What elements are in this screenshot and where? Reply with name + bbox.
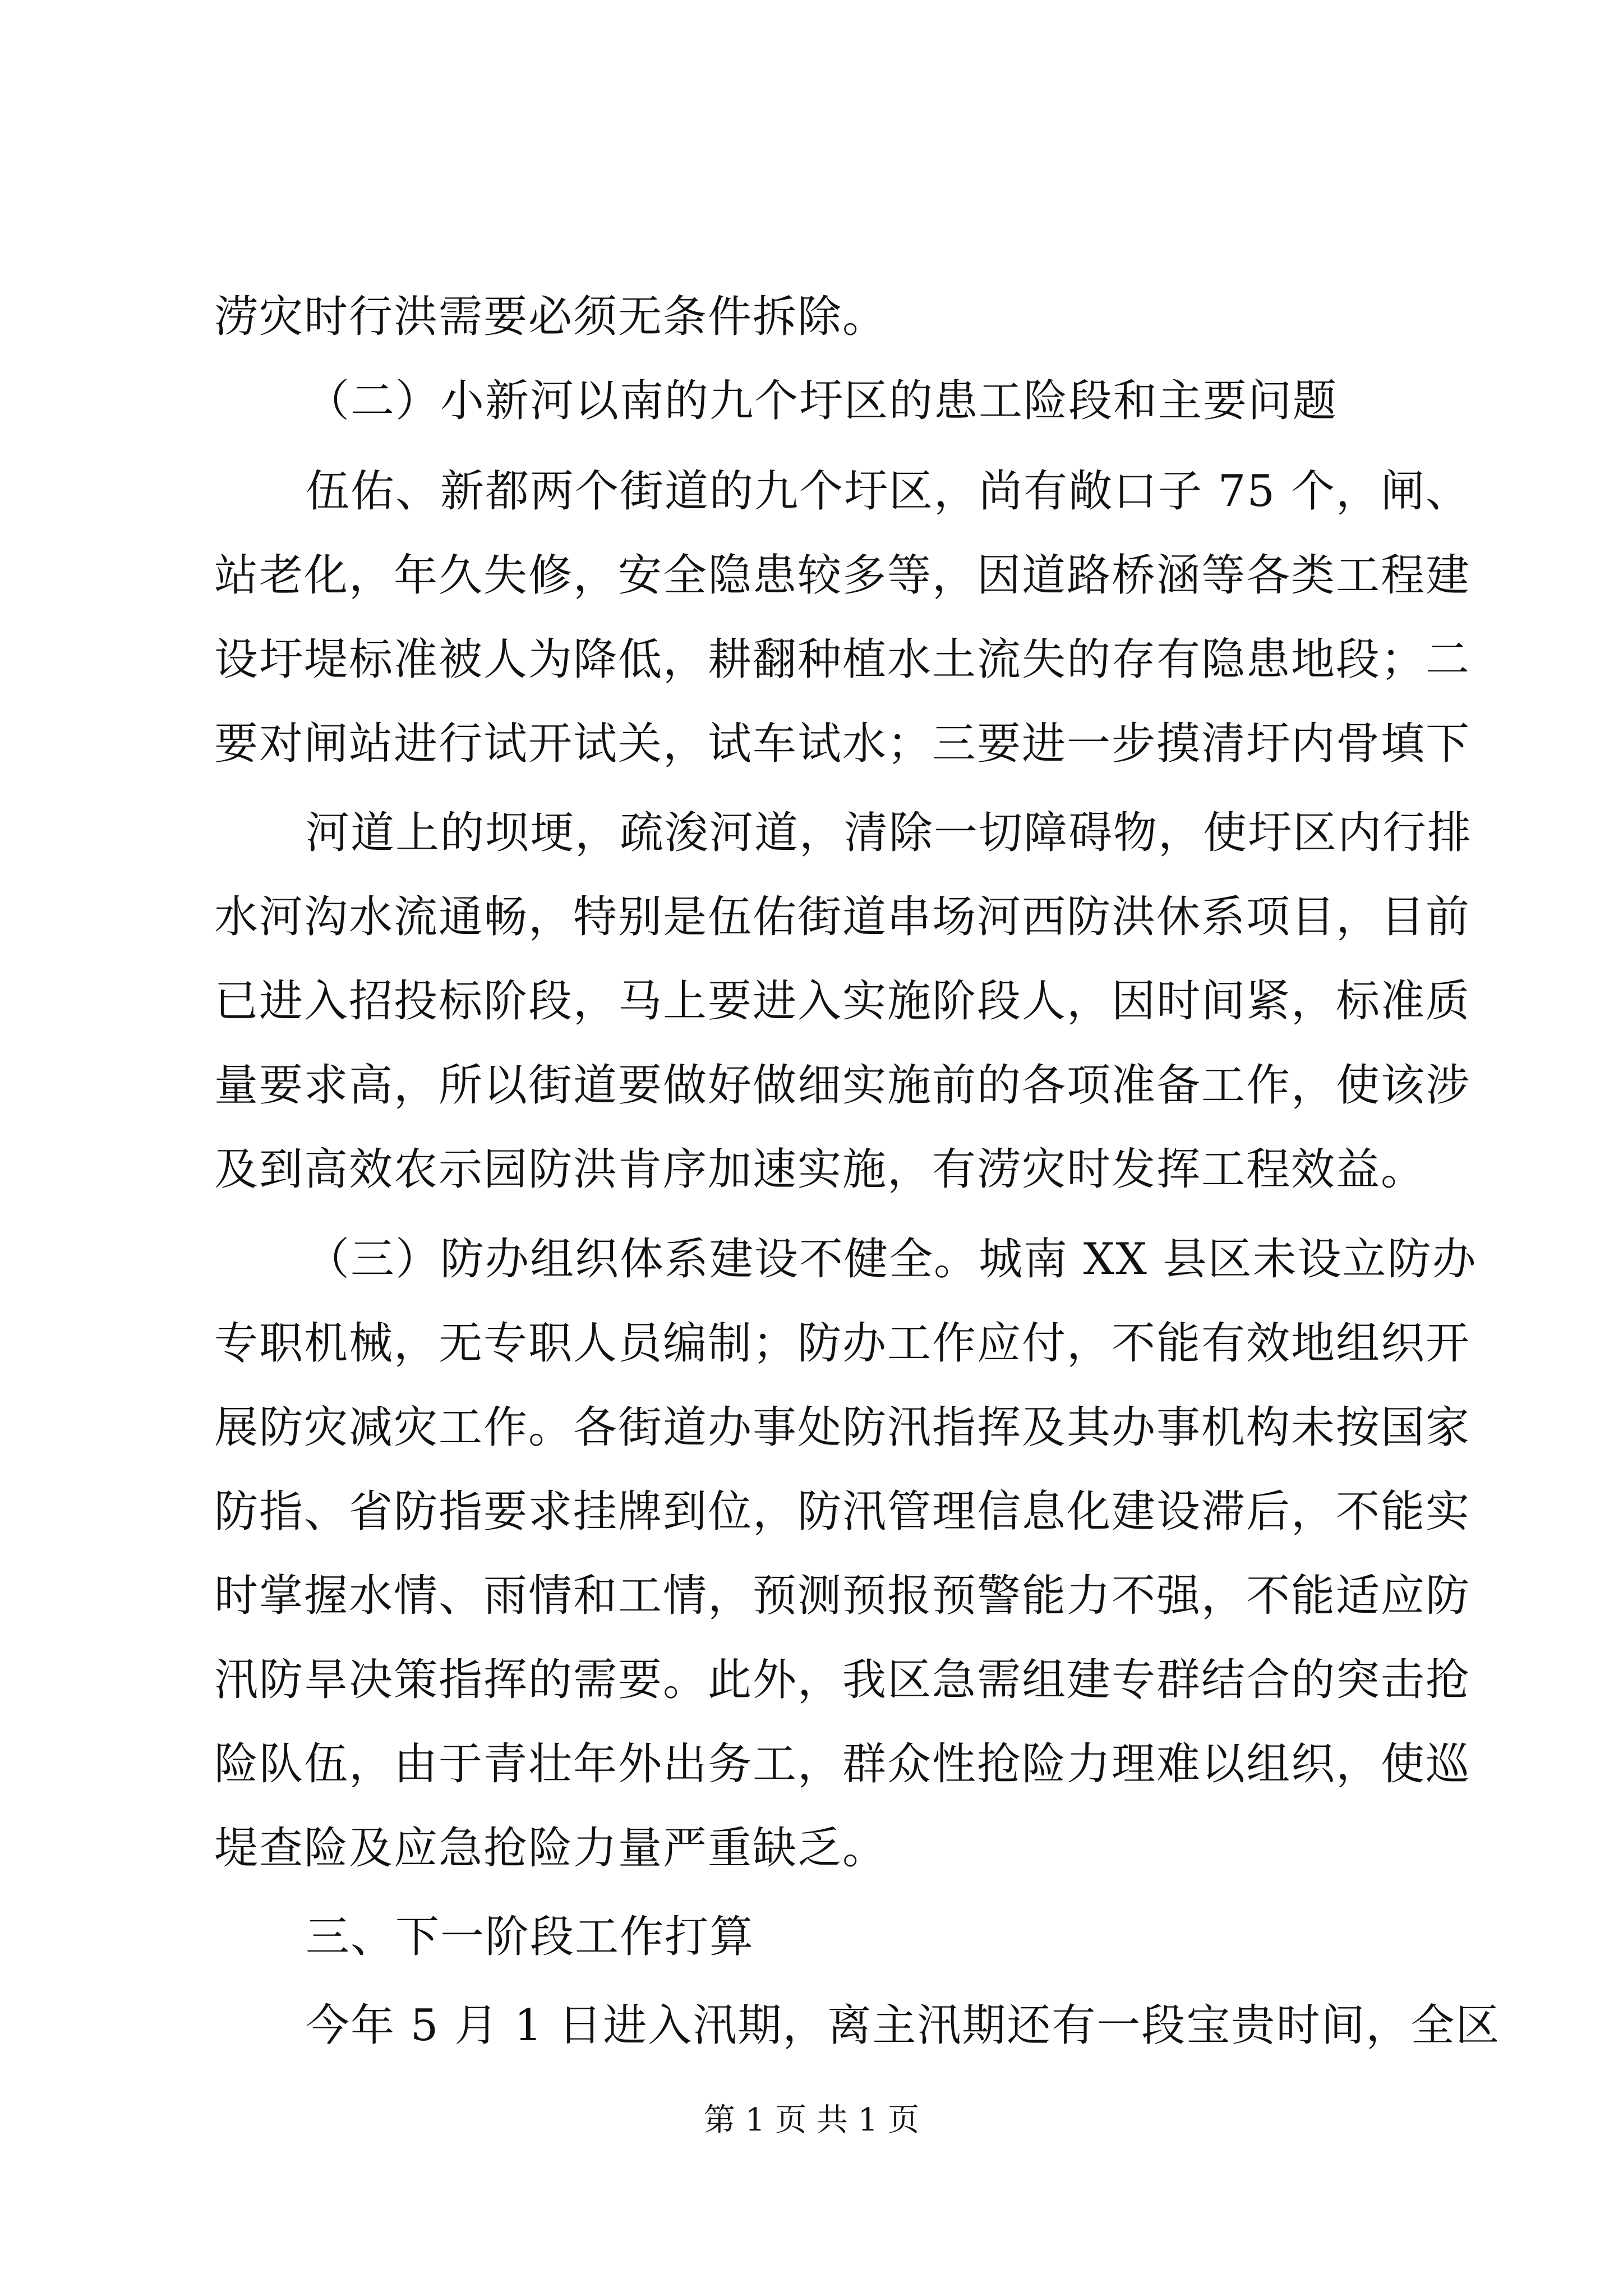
body-line-1: 涝灾时行洪需要必须无条件拆除。 xyxy=(214,292,888,342)
body-line-14: 展防灾减灾工作。各街道办事处防汛指挥及其办事机构未按国家 xyxy=(214,1402,1471,1453)
section-heading-2: （二）小新河以南的九个圩区的患工险段和主要问题 xyxy=(306,376,1338,426)
body-line-5: 设圩堤标准被人为降低，耕翻种植水土流失的存有隐患地段；二 xyxy=(214,634,1471,685)
body-line-15: 防指、省防指要求挂牌到位，防汛管理信息化建设滞后，不能实 xyxy=(214,1487,1471,1537)
body-line-18: 险队伍，由于青壮年外出务工，群众性抢险力理难以组织，使巡 xyxy=(214,1739,1471,1789)
section-heading-three: 三、下一阶段工作打算 xyxy=(306,1912,755,1962)
body-line-8: 水河沟水流通畅，特别是伍佑街道串场河西防洪休系项目，目前 xyxy=(214,892,1471,942)
body-line-10: 量要求高，所以街道要做好做细实施前的各项准备工作，使该涉 xyxy=(214,1060,1471,1111)
page-footer: 第 1 页 共 1 页 xyxy=(703,2102,920,2138)
body-line-11: 及到高效农示园防洪肯序加速实施，有涝灾时发挥工程效益。 xyxy=(214,1144,1426,1195)
body-line-19: 堤查险及应急抢险力量严重缺乏。 xyxy=(214,1823,888,1874)
body-line-21: 今年 5 月 1 日进入汛期，离主汛期还有一段宝贵时间，全区 xyxy=(306,2000,1501,2051)
body-line-9: 已进入招投标阶段，马上要进入实施阶段人，因时间紧，标准质 xyxy=(214,976,1471,1027)
body-line-6: 要对闸站进行试开试关，试车试水；三要进一步摸清圩内骨填下 xyxy=(214,719,1471,769)
body-line-3: 伍佑、新都两个街道的九个圩区，尚有敞口子 75 个，闸、 xyxy=(306,466,1470,517)
body-line-7: 河道上的坝埂，疏浚河道，清除一切障碍物，使圩区内行排 xyxy=(306,808,1473,858)
section-heading-3: （三）防办组织体系建设不健全。城南 XX 县区未设立防办 xyxy=(306,1234,1477,1285)
body-line-4: 站老化，年久失修，安全隐患较多等，因道路桥涵等各类工程建 xyxy=(214,550,1471,601)
body-line-17: 汛防旱决策指挥的需要。此外，我区急需组建专群结合的突击抢 xyxy=(214,1655,1471,1705)
body-line-16: 时掌握水情、雨情和工情，预测预报预警能力不强，不能适应防 xyxy=(214,1571,1471,1621)
body-line-13: 专职机械，无专职人员编制；防办工作应付，不能有效地组织开 xyxy=(214,1318,1471,1369)
